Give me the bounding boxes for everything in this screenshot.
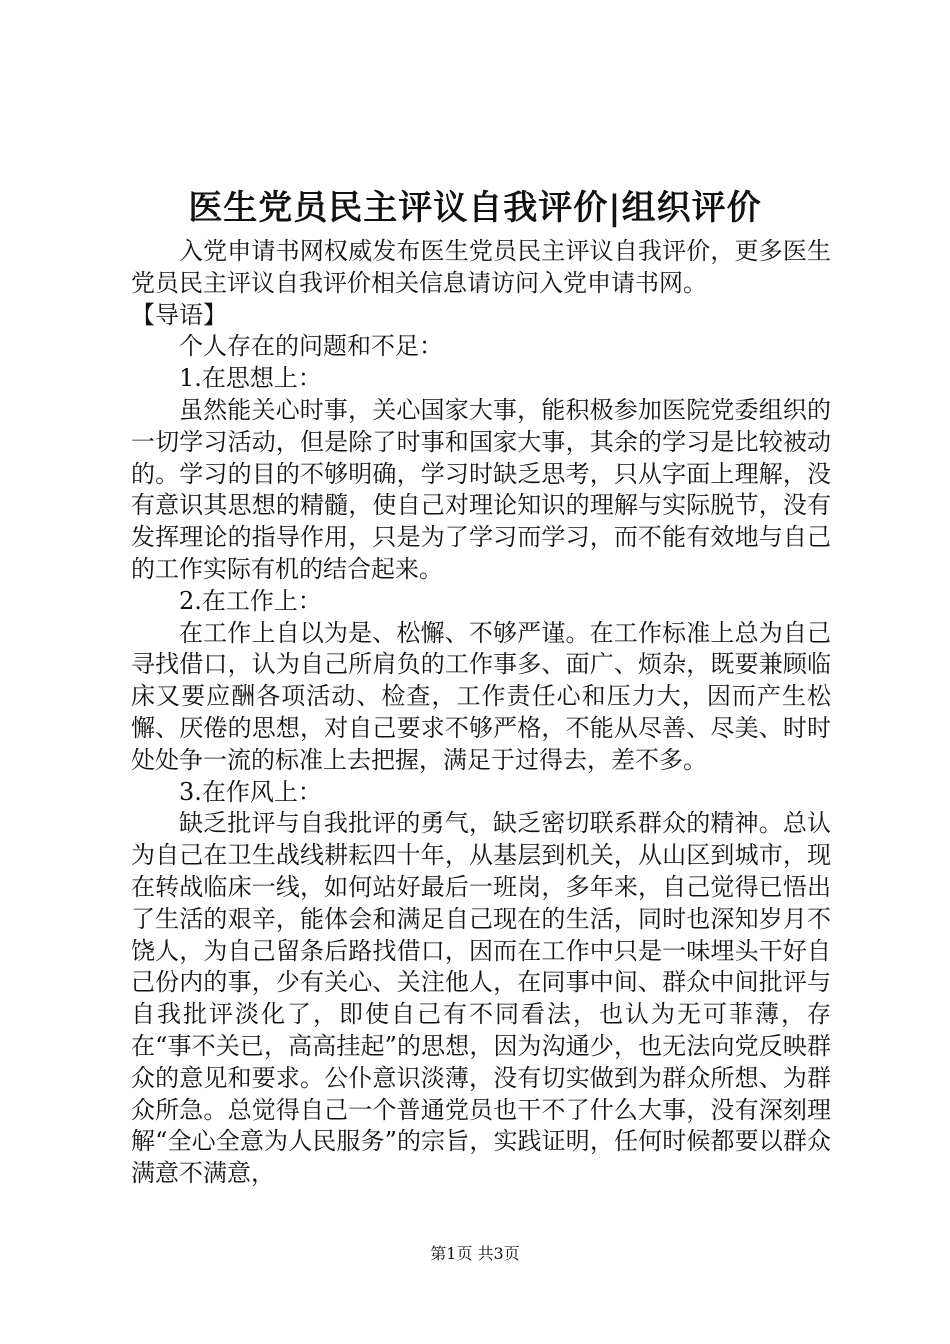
page-footer: 第1页 共3页	[430, 1244, 520, 1263]
paragraph-problems-heading: 个人存在的问题和不足：	[179, 332, 443, 361]
document-body	[131, 236, 831, 1190]
section-heading-work: 2.在工作上：	[179, 586, 322, 615]
paragraph-intro: 入党申请书网权威发布医生党员民主评议自我评价，更多医生党员民主评议自我评价相关信息请访问入党申请书网。	[131, 237, 831, 297]
paragraph-style: 缺乏批评与自我批评的勇气，缺乏密切联系群众的精神。总认为自己在卫生战线耕耘四十年，从基层到机关，从山区到城市，现在转战临床一线，如何站好最后一班岗，多年来，自己觉得已悟出了生活的艰辛，能体会和满足自己现在的生活，同时也深知岁月不饶人，为自己留条后路找借口，因而在工作中只是一味埋头干好自己份内的事，少有关心、关注他人，在同事中间、群众中间批评与自我批评淡化了，即使自己有不同看法，也认为无可菲薄，存在“事不关已，高高挂起”的思想，因为沟通少，也无法向党反映群众的意见和要求。公仆意识淡薄，没有切实做到为群众所想、为群众所急。总觉得自己一个普通党员也干不了什么大事，没有深刻理解“全心全意为人民服务”的宗旨，实践证明，任何时候都要以群众满意不满意，	[131, 809, 831, 1188]
document-title: 医生党员民主评议自我评价|组织评价	[188, 188, 762, 228]
section-heading-style: 3.在作风上：	[179, 777, 322, 806]
paragraph-thought: 虽然能关心时事，关心国家大事，能积极参加医院党委组织的一切学习活动，但是除了时事和国家大事，其余的学习是比较被动的。学习的目的不够明确，学习时缺乏思考，只从字面上理解，没有意识其思想的精髓，使自己对理论知识的理解与实际脱节，没有发挥理论的指导作用，只是为了学习而学习，而不能有效地与自己的工作实际有机的结合起来。	[131, 395, 831, 583]
paragraph-work: 在工作上自以为是、松懈、不够严谨。在工作标准上总为自己寻找借口，认为自己所肩负的工作事多、面广、烦杂，既要兼顾临床又要应酬各项活动、检查，工作责任心和压力大，因而产生松懈、厌倦的思想，对自己要求不够严格，不能从尽善、尽美、时时处处争一流的标准上去把握，满足于过得去，差不多。	[131, 618, 831, 774]
paragraph-lead-heading: 【导语】	[131, 300, 227, 329]
section-heading-thought: 1.在思想上：	[179, 364, 322, 393]
